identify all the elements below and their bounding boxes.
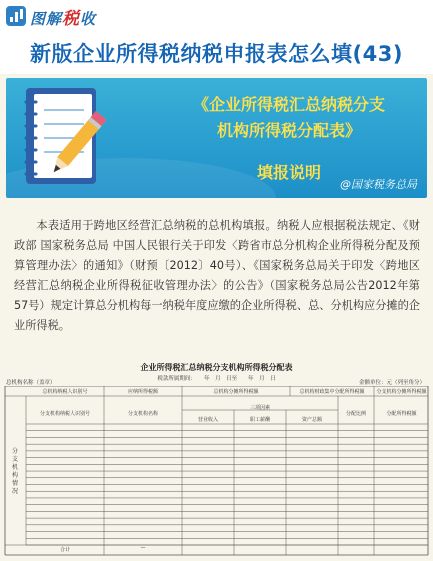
brand-logo-icon	[6, 6, 26, 26]
form-org-name: 总机构名称（盖章）	[6, 380, 56, 386]
form-title: 企业所得税汇总纳税分支机构所得税分配表	[140, 362, 293, 372]
side-label-char: 况	[11, 488, 18, 495]
total-label: 合计	[59, 547, 70, 553]
form-period: 税款所属期间： 年 月 日至 年 月 日	[157, 376, 276, 382]
form-unit: 金额单位：元（列至角分）	[358, 380, 425, 386]
brand-name	[30, 4, 96, 29]
side-label-char: 情	[11, 480, 18, 487]
banner-title: 《企业所得税汇总纳税分支 机构所得税分配表》	[192, 95, 385, 140]
hdr-central-share: 总机构财政集中分配所得税额	[299, 389, 365, 395]
total-dash: —	[140, 545, 146, 551]
hdr-hq-tin: 总机构纳税人识别号	[42, 389, 88, 395]
hdr-ratio: 分配比例	[345, 411, 366, 417]
hdr-branch-share: 分支机构分摊所得税额	[376, 389, 427, 395]
brand-suffix: 收	[80, 9, 97, 28]
allocation-form	[4, 362, 429, 558]
hdr-factor-assets: 资产总额	[301, 417, 322, 423]
hdr-hq-share: 总机构分摊所得税额	[213, 389, 259, 395]
brand-header	[6, 5, 96, 27]
hdr-branch-tin: 分支机构纳税人识别号	[39, 411, 90, 417]
hdr-tax-payable: 应纳所得税额	[127, 389, 158, 395]
side-label-char: 构	[11, 472, 18, 479]
side-label-char: 机	[11, 464, 18, 471]
hdr-three-factors: 三项因素	[249, 405, 270, 411]
side-label	[8, 448, 22, 496]
description-paragraph: 本表适用于跨地区经营汇总纳税的总机构填报。纳税人应根据税法规定、《财政部 国家税务总局 中国人民银行关于印发〈跨省市总分机构企业所得税分配及预算管理办法〉的通知》（财预〔2012〕40号）、《国家税务总局关于印发〈跨地区经营汇总纳税企业所得税征收管理办法〉的公告》（国家税务总局公告2012年第57号）规定计算总分机构每一纳税年度应缴的企业所得税、总、分机构应分摊的企业所得税。	[14, 219, 420, 332]
brand-highlight: 税	[62, 8, 81, 29]
notebook-pencil-icon	[20, 84, 116, 188]
watermark: @国家税务总局	[340, 178, 417, 191]
hdr-factor-revenue: 营业收入	[197, 417, 218, 423]
banner-subtitle: 填报说明	[256, 163, 321, 182]
page-title: 新版企业所得税纳税申报表怎么填(43)	[30, 42, 403, 66]
brand-prefix: 图解	[30, 9, 63, 28]
hdr-branch-name: 分支机构名称	[127, 411, 158, 417]
banner	[6, 78, 427, 198]
form-table	[4, 386, 429, 556]
side-label-char: 支	[11, 456, 18, 463]
side-label-char: 分	[11, 448, 18, 455]
hdr-factor-payroll: 职工薪酬	[249, 417, 270, 423]
hdr-alloc-tax: 分配所得税额	[386, 411, 417, 417]
